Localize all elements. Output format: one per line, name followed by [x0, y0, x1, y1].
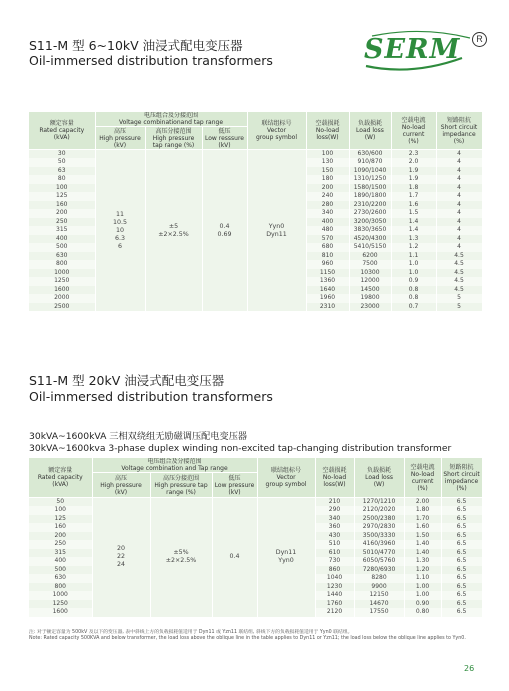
cell-noload-loss: 100	[306, 150, 349, 159]
cell-noload-loss: 730	[315, 557, 354, 566]
cell-noload-current: 2.3	[391, 150, 436, 159]
cell-load-loss: 10300	[349, 269, 391, 278]
cell-noload-current: 0.8	[391, 286, 436, 295]
cell-noload-loss: 210	[315, 498, 354, 507]
cell-load-loss: 4520/4300	[349, 235, 391, 244]
cell-load-loss: 3200/3050	[349, 218, 391, 227]
cell-vector: Yyn0 Dyn11	[247, 150, 306, 312]
cell-impedance: 4	[436, 243, 482, 252]
cell-impedance: 4	[436, 158, 482, 167]
cell-capacity: 1600	[29, 608, 92, 617]
cell-impedance: 6.5	[441, 583, 482, 592]
cell-noload-current: 1.20	[404, 566, 441, 575]
cell-noload-current: 1.50	[404, 532, 441, 541]
table-body	[29, 150, 482, 312]
cell-load-loss: 9900	[354, 583, 404, 592]
cell-noload-current: 1.00	[404, 591, 441, 600]
cell-impedance: 6.5	[441, 549, 482, 558]
cell-load-loss: 17550	[354, 608, 404, 617]
cell-impedance: 4.5	[436, 269, 482, 278]
cell-noload-loss: 1440	[315, 591, 354, 600]
spec-table-10kv	[29, 112, 483, 311]
cell-capacity: 500	[29, 243, 95, 252]
cell-noload-loss: 150	[306, 167, 349, 176]
cell-impedance: 4	[436, 226, 482, 235]
header-voltage-group: 电压组合及分接范围 Voltage combinationand tap range	[95, 112, 247, 127]
cell-noload-loss: 510	[315, 540, 354, 549]
cell-impedance: 4	[436, 175, 482, 184]
cell-capacity: 630	[29, 252, 95, 261]
cell-noload-current: 1.10	[404, 574, 441, 583]
cell-capacity: 1000	[29, 591, 92, 600]
cell-noload-loss: 960	[306, 260, 349, 269]
cell-noload-current: 1.8	[391, 184, 436, 193]
table-body	[29, 498, 482, 617]
header-voltage-group: 电压组合及分接范围 Voltage combination and Tap range	[92, 458, 257, 473]
cell-capacity: 200	[29, 209, 95, 218]
cell-noload-loss: 480	[306, 226, 349, 235]
page-number: 26	[464, 664, 475, 673]
cell-capacity: 160	[29, 523, 92, 532]
cell-noload-loss: 680	[306, 243, 349, 252]
cell-capacity: 63	[29, 167, 95, 176]
cell-impedance: 4	[436, 150, 482, 159]
header-tap: 高压分接范围 High pressure tap range (%)	[145, 127, 202, 150]
cell-capacity: 1000	[29, 269, 95, 278]
cell-noload-current: 0.8	[391, 294, 436, 303]
cell-load-loss: 2310/2200	[349, 201, 391, 210]
cell-load-loss: 14670	[354, 600, 404, 609]
cell-capacity: 250	[29, 218, 95, 227]
cell-noload-current: 1.2	[391, 243, 436, 252]
serm-logo	[362, 28, 492, 78]
cell-capacity: 1250	[29, 600, 92, 609]
header-load-loss: 负载损耗 Load loss (W)	[354, 458, 404, 498]
cell-impedance: 4.5	[436, 277, 482, 286]
cell-noload-current: 1.4	[391, 226, 436, 235]
cell-noload-current: 1.0	[391, 269, 436, 278]
cell-noload-loss: 1040	[315, 574, 354, 583]
cell-load-loss: 3500/3330	[354, 532, 404, 541]
cell-load-loss: 1890/1800	[349, 192, 391, 201]
cell-capacity: 125	[29, 192, 95, 201]
cell-noload-loss: 610	[315, 549, 354, 558]
cell-noload-current: 0.9	[391, 277, 436, 286]
cell-noload-current: 0.7	[391, 303, 436, 312]
cell-noload-current: 1.40	[404, 540, 441, 549]
cell-impedance: 4	[436, 201, 482, 210]
header-impedance: 短路阻抗 Short circuit impedance (%)	[436, 112, 482, 150]
cell-impedance: 6.5	[441, 540, 482, 549]
cell-impedance: 6.5	[441, 515, 482, 524]
cell-capacity: 500	[29, 566, 92, 575]
cell-noload-loss: 240	[306, 192, 349, 201]
cell-noload-current: 1.1	[391, 252, 436, 261]
cell-capacity: 30	[29, 150, 95, 159]
cell-load-loss: 5410/5150	[349, 243, 391, 252]
cell-capacity: 800	[29, 583, 92, 592]
note-en: Note: Rated capacity 500KVA and below transformer, the load loss above the oblique line in the table applies to Dyn11 or Yzn11; the load loss below the oblique line applies to Yyn0.	[29, 636, 466, 641]
cell-capacity: 800	[29, 260, 95, 269]
header-capacity: 额定容量 Rated capacity (kVA)	[29, 112, 95, 150]
header-vector: 联结组标号 Vector group symbol	[247, 112, 306, 150]
cell-capacity: 80	[29, 175, 95, 184]
cell-load-loss: 2500/2380	[354, 515, 404, 524]
cell-impedance: 4	[436, 167, 482, 176]
cell-capacity: 1250	[29, 277, 95, 286]
cell-impedance: 4.5	[436, 260, 482, 269]
cell-impedance: 6.5	[441, 506, 482, 515]
cell-load-loss: 1580/1500	[349, 184, 391, 193]
registered-mark-icon: R	[472, 32, 487, 47]
header-impedance: 短路阻抗 Short circuit impedance (%)	[441, 458, 482, 498]
cell-load-loss: 6200	[349, 252, 391, 261]
cell-impedance: 6.5	[441, 532, 482, 541]
cell-noload-loss: 290	[315, 506, 354, 515]
cell-noload-current: 1.6	[391, 201, 436, 210]
cell-noload-current: 2.00	[404, 498, 441, 507]
cell-noload-current: 1.9	[391, 175, 436, 184]
cell-load-loss: 1310/1250	[349, 175, 391, 184]
cell-load-loss: 23000	[349, 303, 391, 312]
section1-title-cn: S11-M 型 6~10kV 油浸式配电变压器	[29, 38, 243, 53]
header-noload-loss: 空载损耗 No-load loss(W)	[306, 112, 349, 150]
section1-title-en: Oil-immersed distribution transformers	[29, 53, 273, 68]
cell-hv: 11 10.5 10 6.3 6	[95, 150, 145, 312]
cell-noload-current: 1.3	[391, 235, 436, 244]
cell-noload-loss: 180	[306, 175, 349, 184]
cell-load-loss: 2730/2600	[349, 209, 391, 218]
cell-noload-loss: 570	[306, 235, 349, 244]
cell-noload-loss: 130	[306, 158, 349, 167]
cell-noload-loss: 2310	[306, 303, 349, 312]
cell-noload-current: 0.90	[404, 600, 441, 609]
cell-load-loss: 14500	[349, 286, 391, 295]
cell-load-loss: 7280/6930	[354, 566, 404, 575]
cell-noload-loss: 400	[306, 218, 349, 227]
cell-load-loss: 630/600	[349, 150, 391, 159]
cell-load-loss: 2970/2830	[354, 523, 404, 532]
note-cn: 注: 对于额定容量为 500kV 及以下的变压器, 表中斜线上方的负载损耗值适用于 Dyn11 或 Yzn11 联结组, 斜线下方的负载损耗值适用于 Yyn0 联结组。	[29, 630, 353, 635]
cell-noload-current: 1.40	[404, 549, 441, 558]
cell-capacity: 160	[29, 201, 95, 210]
cell-noload-loss: 360	[315, 523, 354, 532]
cell-vector: Dyn11 Yyn0	[257, 498, 315, 617]
cell-noload-loss: 200	[306, 184, 349, 193]
header-hv: 高压 High pressure (kV)	[92, 473, 150, 498]
cell-impedance: 5	[436, 303, 482, 312]
section2-subtitle-cn: 30kVA~1600kVA 三相双绕组无励磁调压配电变压器	[29, 431, 248, 442]
cell-impedance: 6.5	[441, 523, 482, 532]
cell-impedance: 4	[436, 235, 482, 244]
cell-load-loss: 8280	[354, 574, 404, 583]
cell-load-loss: 1090/1040	[349, 167, 391, 176]
cell-noload-current: 1.30	[404, 557, 441, 566]
cell-capacity: 315	[29, 549, 92, 558]
cell-capacity: 1600	[29, 286, 95, 295]
section2-subtitle-en: 30kVA~1600kva 3-phase duplex winding non-excited tap-changing distribution transformer	[29, 443, 452, 454]
spec-table-20kv	[29, 458, 483, 617]
cell-noload-current: 1.7	[391, 192, 436, 201]
cell-capacity: 315	[29, 226, 95, 235]
cell-impedance: 4	[436, 184, 482, 193]
cell-noload-current: 1.4	[391, 218, 436, 227]
cell-noload-current: 2.0	[391, 158, 436, 167]
cell-noload-loss: 280	[306, 201, 349, 210]
cell-load-loss: 2120/2020	[354, 506, 404, 515]
cell-impedance: 4	[436, 218, 482, 227]
header-load-loss: 负载损耗 Load loss (W)	[349, 112, 391, 150]
cell-load-loss: 3830/3650	[349, 226, 391, 235]
cell-lv: 0.4 0.69	[202, 150, 247, 312]
cell-capacity: 100	[29, 506, 92, 515]
cell-impedance: 4	[436, 209, 482, 218]
cell-load-loss: 12000	[349, 277, 391, 286]
cell-noload-loss: 340	[306, 209, 349, 218]
cell-noload-loss: 1150	[306, 269, 349, 278]
header-hv: 高压 High pressure (kV)	[95, 127, 145, 150]
cell-noload-current: 1.9	[391, 167, 436, 176]
cell-tap: ±5% ±2×2.5%	[150, 498, 212, 617]
table-row	[29, 150, 482, 159]
cell-lv: 0.4	[212, 498, 257, 617]
header-lv: 低压 Low resssure (kV)	[202, 127, 247, 150]
table-row	[29, 498, 482, 507]
cell-impedance: 6.5	[441, 566, 482, 575]
cell-capacity: 100	[29, 184, 95, 193]
header-noload-current: 空载电流 No-load current (%)	[391, 112, 436, 150]
cell-capacity: 50	[29, 158, 95, 167]
cell-capacity: 400	[29, 235, 95, 244]
header-capacity: 额定容量 Rated capacity (kVA)	[29, 458, 92, 498]
cell-noload-loss: 430	[315, 532, 354, 541]
cell-noload-loss: 860	[315, 566, 354, 575]
cell-capacity: 250	[29, 540, 92, 549]
cell-load-loss: 7500	[349, 260, 391, 269]
cell-impedance: 6.5	[441, 608, 482, 617]
cell-impedance: 4.5	[436, 286, 482, 295]
cell-noload-loss: 340	[315, 515, 354, 524]
cell-capacity: 630	[29, 574, 92, 583]
cell-capacity: 200	[29, 532, 92, 541]
header-lv: 低压 Low pressure (kV)	[212, 473, 257, 498]
cell-impedance: 6.5	[441, 498, 482, 507]
cell-noload-loss: 1230	[315, 583, 354, 592]
cell-capacity: 400	[29, 557, 92, 566]
cell-noload-current: 1.0	[391, 260, 436, 269]
cell-noload-loss: 1760	[315, 600, 354, 609]
cell-impedance: 6.5	[441, 591, 482, 600]
cell-load-loss: 12150	[354, 591, 404, 600]
cell-load-loss: 4160/3960	[354, 540, 404, 549]
cell-load-loss: 910/870	[349, 158, 391, 167]
cell-hv: 20 22 24	[92, 498, 150, 617]
header-vector: 联结组标号 Vector group symbol	[257, 458, 315, 498]
cell-noload-current: 1.60	[404, 523, 441, 532]
cell-impedance: 4.5	[436, 252, 482, 261]
cell-noload-current: 1.00	[404, 583, 441, 592]
cell-load-loss: 19800	[349, 294, 391, 303]
cell-load-loss: 1270/1210	[354, 498, 404, 507]
logo-text: SERM	[364, 34, 461, 65]
section2-title-cn: S11-M 型 20kV 油浸式配电变压器	[29, 373, 225, 388]
cell-capacity: 125	[29, 515, 92, 524]
cell-noload-current: 1.70	[404, 515, 441, 524]
cell-noload-current: 1.80	[404, 506, 441, 515]
cell-capacity: 50	[29, 498, 92, 507]
cell-impedance: 6.5	[441, 600, 482, 609]
cell-capacity: 2500	[29, 303, 95, 312]
cell-impedance: 6.5	[441, 557, 482, 566]
cell-capacity: 2000	[29, 294, 95, 303]
cell-noload-loss: 1960	[306, 294, 349, 303]
cell-noload-loss: 1640	[306, 286, 349, 295]
section2-title-en: Oil-immersed distribution transformers	[29, 389, 273, 404]
cell-noload-loss: 1360	[306, 277, 349, 286]
cell-noload-loss: 2120	[315, 608, 354, 617]
cell-impedance: 4	[436, 192, 482, 201]
cell-noload-loss: 810	[306, 252, 349, 261]
cell-noload-current: 0.80	[404, 608, 441, 617]
cell-load-loss: 6050/5760	[354, 557, 404, 566]
cell-impedance: 5	[436, 294, 482, 303]
cell-tap: ±5 ±2×2.5%	[145, 150, 202, 312]
cell-impedance: 6.5	[441, 574, 482, 583]
header-noload-loss: 空载损耗 No-load loss(W)	[315, 458, 354, 498]
header-noload-current: 空载电流 No-load current (%)	[404, 458, 441, 498]
cell-load-loss: 5010/4770	[354, 549, 404, 558]
header-tap: 高压分接范围 High pressure tap range (%)	[150, 473, 212, 498]
cell-noload-current: 1.5	[391, 209, 436, 218]
